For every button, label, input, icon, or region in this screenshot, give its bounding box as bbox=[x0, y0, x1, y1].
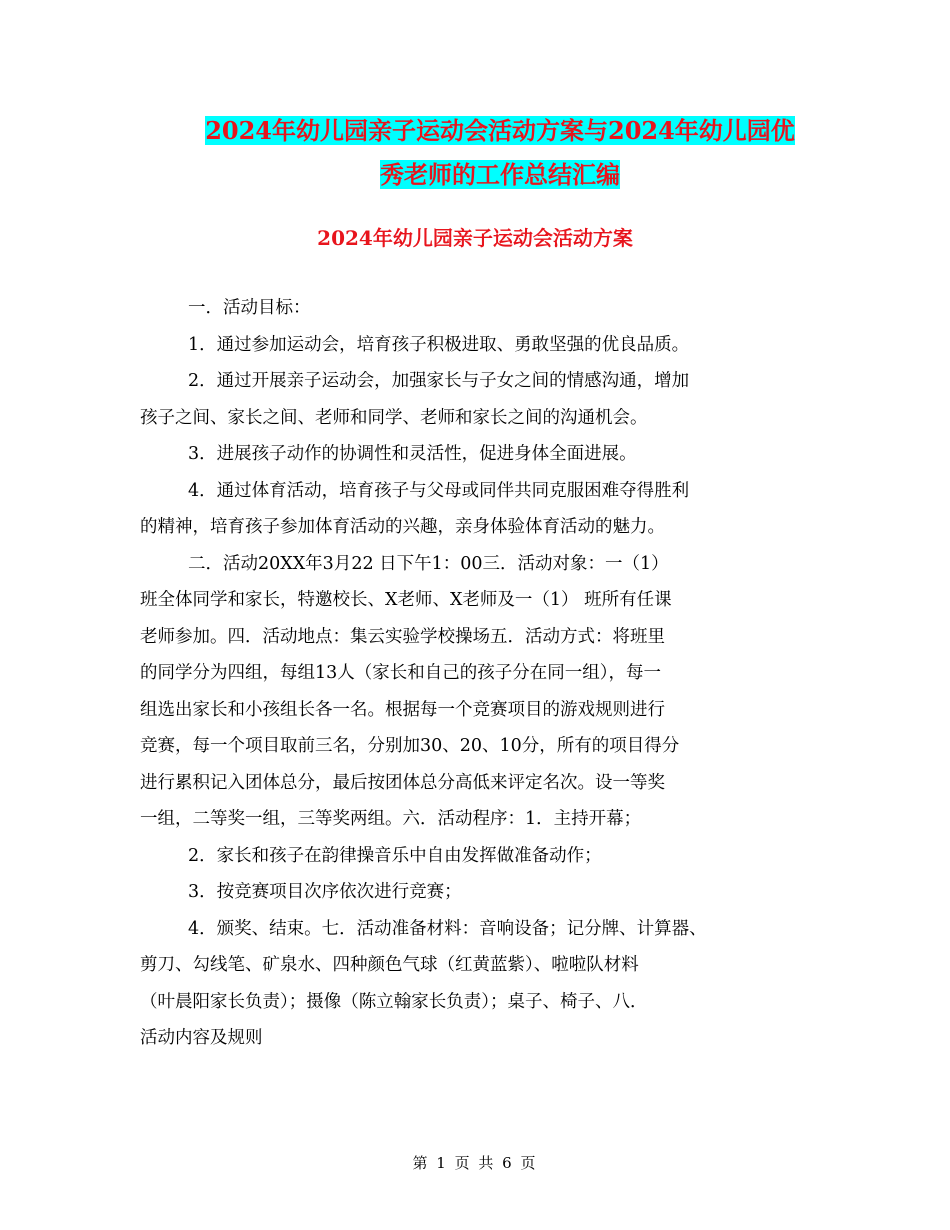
body-text bbox=[140, 290, 830, 1057]
paragraph-line: 一组，二等奖一组，三等奖两组。六．活动程序：1．主持开幕； bbox=[140, 809, 642, 829]
title-highlight-2: 秀老师的工作总结汇编 bbox=[380, 160, 620, 189]
paragraph-line: 竞赛，每一个项目取前三名，分别加30、20、10分，所有的项目得分 bbox=[140, 736, 680, 756]
paragraph-line: 的精神，培育孩子参加体育活动的兴趣，亲身体验体育活动的魅力。 bbox=[140, 517, 665, 537]
paragraph-line: 组选出家长和小孩组长各一名。根据每一个竞赛项目的游戏规则进行 bbox=[140, 699, 665, 720]
paragraph-line: 老师参加。四．活动地点：集云实验学校操场五．活动方式：将班里 bbox=[140, 626, 665, 647]
paragraph-line: 3．按竞赛项目次序依次进行竞赛； bbox=[188, 882, 462, 902]
paragraph-line: 4．颁奖、结束。七．活动准备材料：音响设备；记分牌、计算器、 bbox=[188, 918, 707, 939]
paragraph-line: 二．活动20XX年3月22 日下午1：00三．活动对象：一（1） bbox=[188, 553, 669, 574]
title-highlight-1: 2024年幼儿园亲子运动会活动方案与2024年幼儿园优 bbox=[205, 116, 795, 145]
paragraph-line: 活动内容及规则 bbox=[140, 1028, 263, 1048]
paragraph-line: 进行累积记入团体总分，最后按团体总分高低来评定名次。设一等奖 bbox=[140, 772, 665, 793]
paragraph-line: 2．通过开展亲子运动会，加强家长与子女之间的情感沟通，增加 bbox=[188, 371, 690, 391]
paragraph-line: （叶晨阳家长负责）；摄像（陈立翰家长负责）；桌子、椅子、八． bbox=[140, 991, 648, 1012]
paragraph-line: 4．通过体育活动，培育孩子与父母或同伴共同克服困难夺得胜利 bbox=[188, 480, 690, 501]
page-footer: 第 1 页 共 6 页 bbox=[412, 1154, 538, 1172]
paragraph-line: 3．进展孩子动作的协调性和灵活性，促进身体全面进展。 bbox=[188, 444, 637, 464]
document-title-line-1 bbox=[120, 106, 880, 156]
paragraph-line: 班全体同学和家长，特邀校长、X老师、X老师及一（1） 班所有任课 bbox=[140, 590, 672, 610]
paragraph-line: 1．通过参加运动会，培育孩子积极进取、勇敢坚强的优良品质。 bbox=[188, 334, 690, 355]
section-title: 2024年幼儿园亲子运动会活动方案 bbox=[317, 226, 633, 250]
paragraph-line: 一．活动目标： bbox=[188, 298, 311, 318]
document-title-line-2 bbox=[120, 150, 880, 200]
paragraph-line: 剪刀、勾线笔、矿泉水、四种颜色气球（红黄蓝紫）、啦啦队材料 bbox=[140, 955, 639, 975]
paragraph-line: 孩子之间、家长之间、老师和同学、老师和家长之间的沟通机会。 bbox=[140, 407, 648, 428]
paragraph-line: 的同学分为四组，每组13人（家长和自己的孩子分在同一组），每一 bbox=[140, 663, 662, 683]
paragraph-line: 2．家长和孩子在韵律操音乐中自由发挥做准备动作； bbox=[188, 845, 602, 866]
